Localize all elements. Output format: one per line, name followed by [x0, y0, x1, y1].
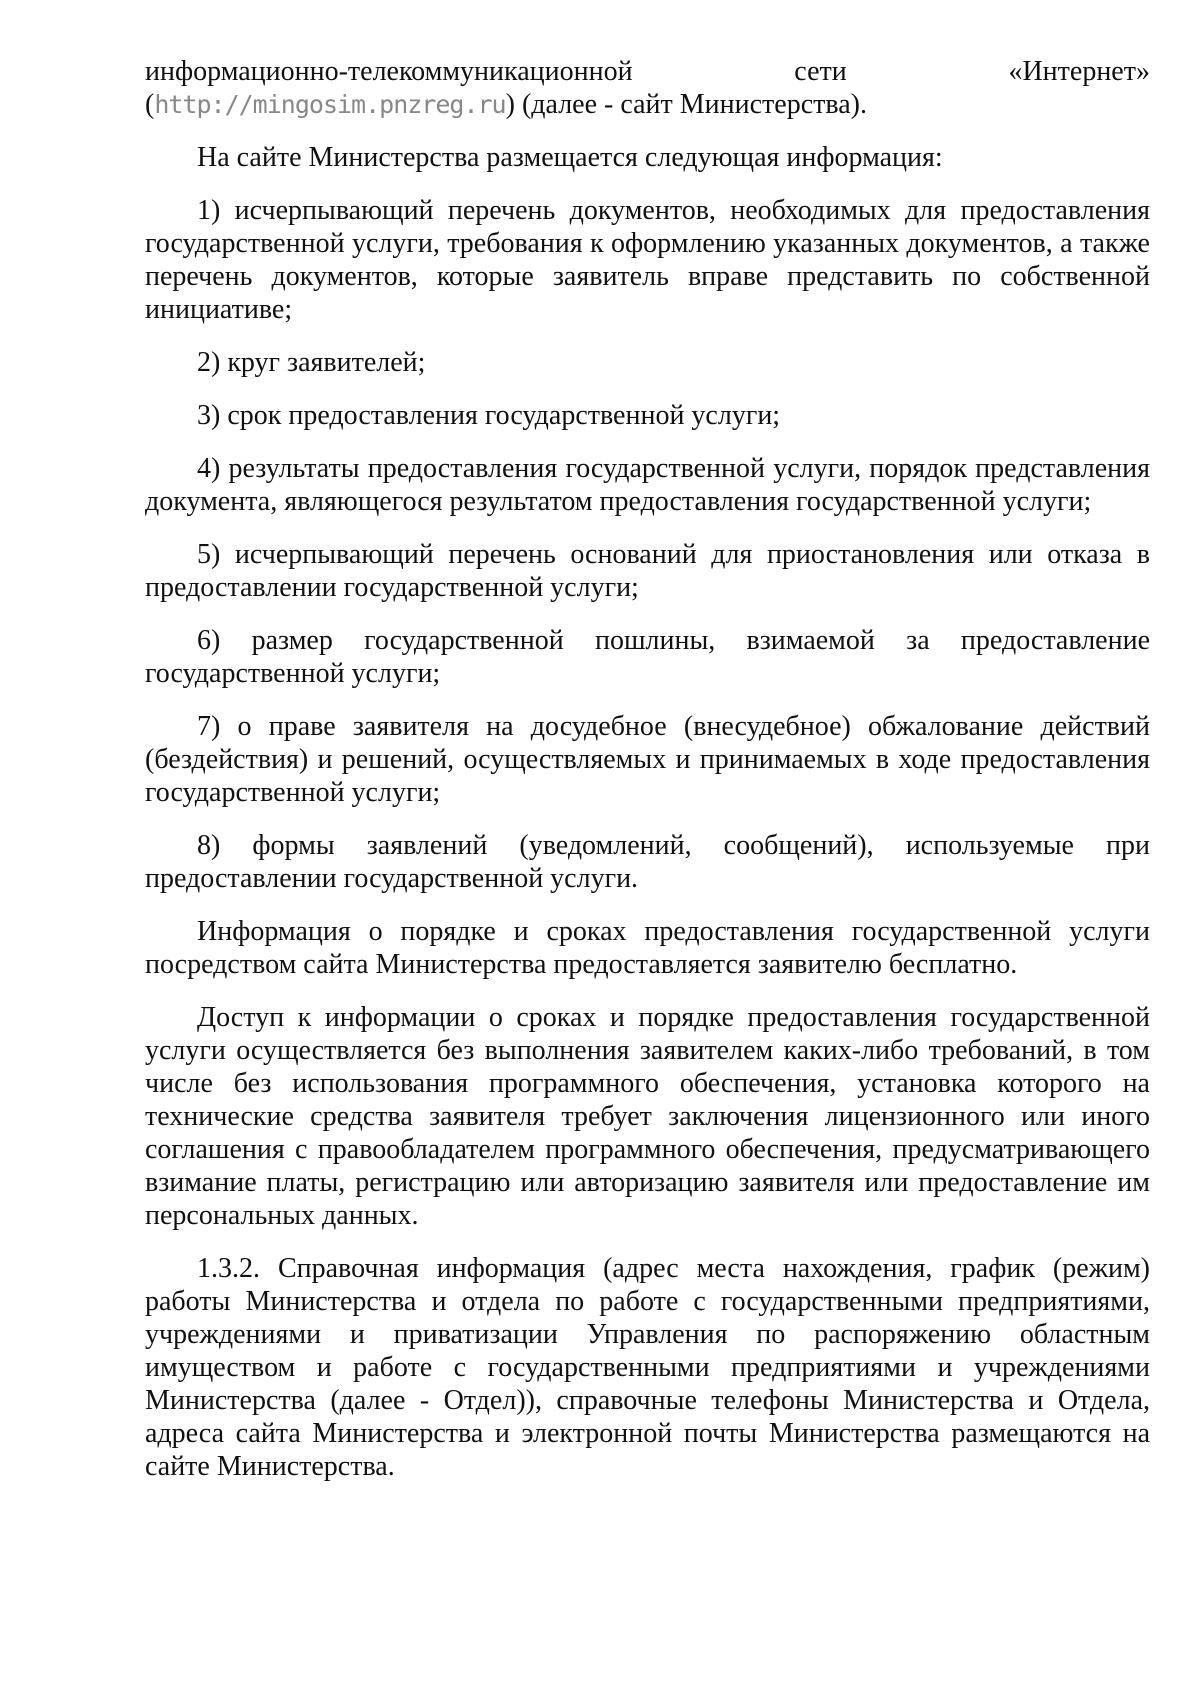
intro-open-paren: ( [145, 89, 155, 120]
list-item-8: 8) формы заявлений (уведомлений, сообщений), используемые при предоставлении государственной услуги. [145, 830, 1150, 894]
list-item-5: 5) исчерпывающий перечень оснований для приостановления или отказа в предоставлении государственной услуги; [145, 539, 1150, 603]
intro-close-text: ) (далее - сайт Министерства). [505, 89, 867, 120]
intro-word-internet: «Интернет» [1008, 56, 1150, 87]
paragraph-access: Доступ к информации о сроках и порядке предоставления государственной услуги осуществляется без выполнения заявителем каких-либо требований, в том числе без использования программного обеспечения, установка которого на технические средства заявителя требует заключения лицензионного или иного соглашения с правообладателем программного обеспечения, предусматривающего взимание платы, регистрацию или авторизацию заявителя или предоставление им персональных данных. [145, 1002, 1150, 1231]
ministry-site-link[interactable]: http://mingosim.pnzreg.ru [154, 90, 506, 119]
intro-line-1 [145, 55, 1150, 88]
document-page [145, 55, 1150, 1483]
list-item-4: 4) результаты предоставления государственной услуги, порядок представления документа, являющегося результатом предоставления государственной услуги; [145, 453, 1150, 517]
intro-line-2 [145, 88, 1150, 121]
list-item-3: 3) срок предоставления государственной услуги; [197, 400, 781, 431]
list-item-2: 2) круг заявителей; [197, 347, 426, 378]
paragraph-site-info-heading: На сайте Министерства размещается следующая информация: [197, 142, 943, 173]
paragraph-1-3-2: 1.3.2. Справочная информация (адрес места нахождения, график (режим) работы Министерства и отдела по работе с государственными предприятиями, учреждениями и приватизации Управления по распоряжению областным имуществом и работе с государственными предприятиями и учреждениями Министерства (далее - Отдел)), справочные телефоны Министерства и Отдела, адреса сайта Министерства и электронной почты Министерства размещаются на сайте Министерства. [145, 1253, 1150, 1482]
intro-word-network-type: информационно-телекоммуникационной [145, 56, 633, 87]
list-item-6: 6) размер государственной пошлины, взимаемой за предоставление государственной услуги; [145, 625, 1150, 689]
intro-word-network: сети [794, 56, 847, 87]
list-item-1: 1) исчерпывающий перечень документов, необходимых для предоставления государственной услуги, требования к оформлению указанных документов, а также перечень документов, которые заявитель вправе представить по собственной инициативе; [145, 195, 1150, 325]
list-item-7: 7) о праве заявителя на досудебное (внесудебное) обжалование действий (бездействия) и решений, осуществляемых и принимаемых в ходе предоставления государственной услуги; [145, 711, 1150, 808]
paragraph-free-info: Информация о порядке и сроках предоставления государственной услуги посредством сайта Министерства предоставляется заявителю бесплатно. [145, 916, 1150, 980]
